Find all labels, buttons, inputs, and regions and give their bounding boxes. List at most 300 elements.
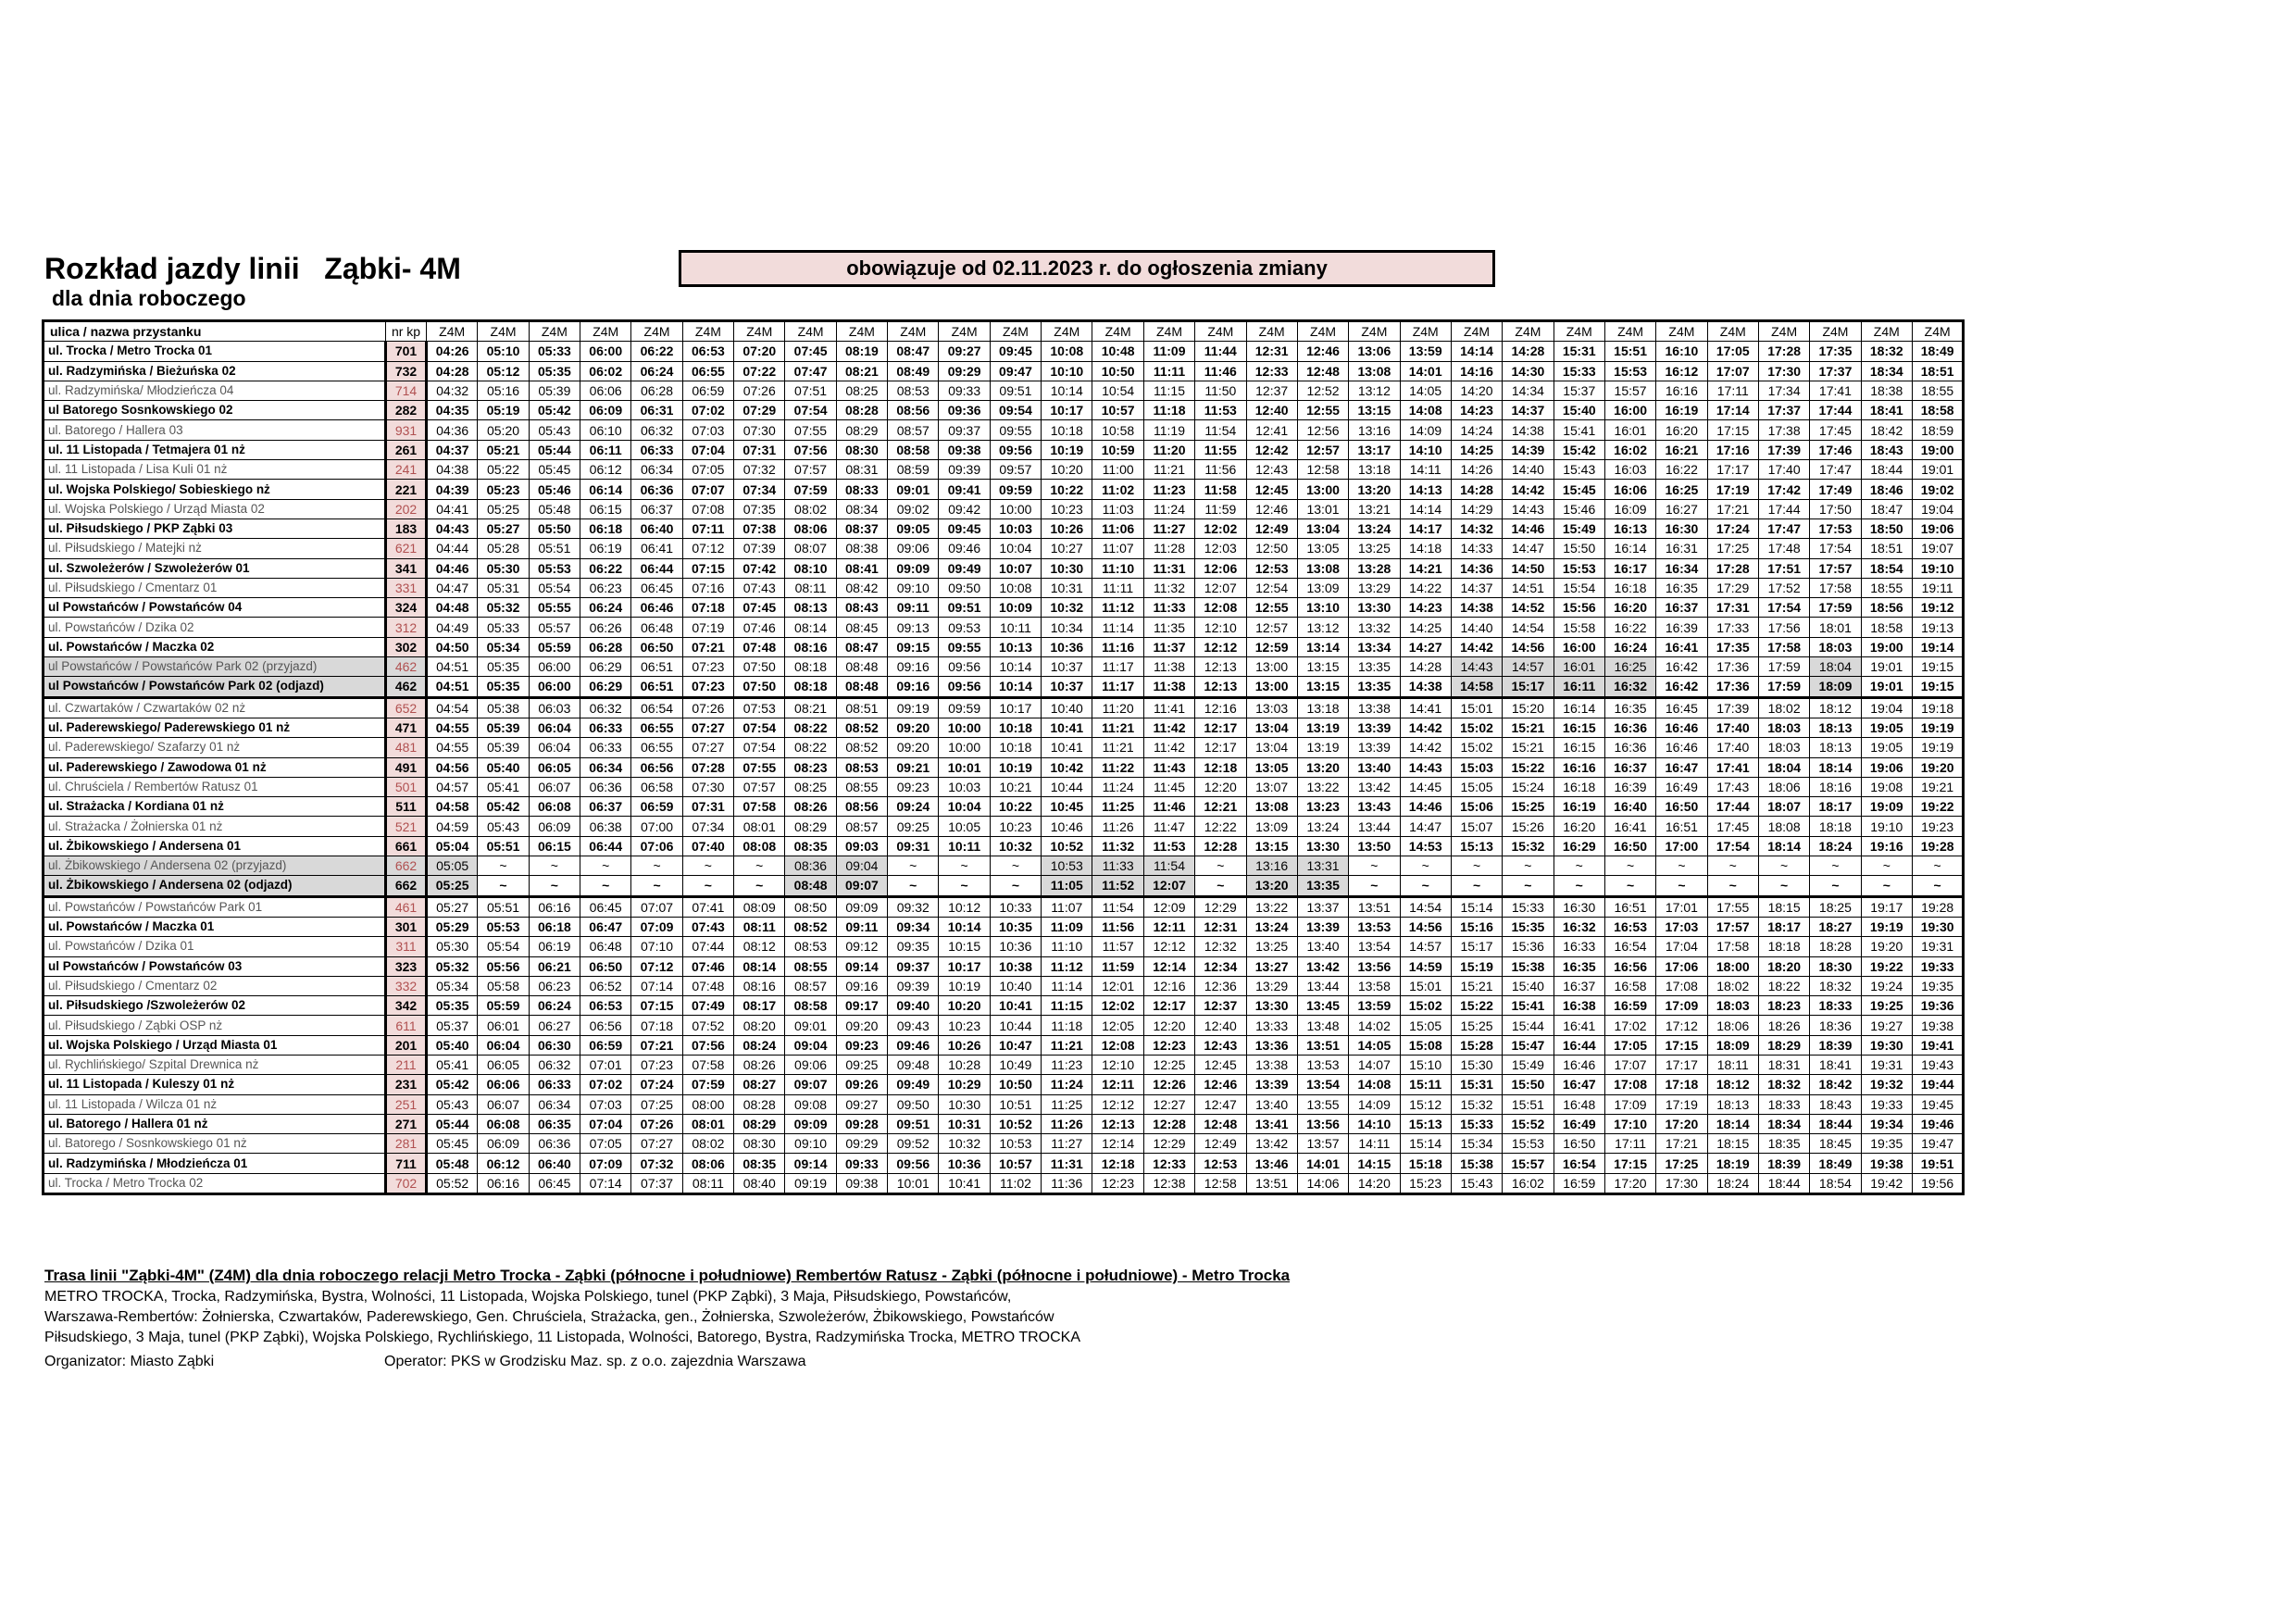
departure-time: 07:46 (682, 956, 733, 976)
departure-time: 04:50 (427, 637, 478, 656)
departure-time: 15:57 (1604, 381, 1655, 400)
departure-time: 19:45 (1912, 1094, 1963, 1114)
departure-time: 11:24 (1042, 1075, 1092, 1094)
departure-time: 15:30 (1451, 1055, 1502, 1074)
departure-time: 16:25 (1604, 657, 1655, 677)
departure-time: 05:48 (427, 1154, 478, 1173)
departure-time: 13:08 (1246, 797, 1297, 817)
departure-time: 13:16 (1246, 856, 1297, 876)
departure-time: 15:25 (1451, 1016, 1502, 1035)
departure-time: 17:37 (1758, 401, 1809, 420)
departure-time: 08:45 (836, 618, 887, 637)
departure-time: 10:23 (990, 817, 1041, 836)
departure-time: 12:40 (1246, 401, 1297, 420)
departure-time: 05:40 (478, 757, 529, 777)
departure-time: 07:58 (682, 1055, 733, 1074)
departure-time: ~ (1554, 856, 1604, 876)
departure-time: 04:37 (427, 440, 478, 459)
departure-time: 06:30 (529, 1035, 580, 1055)
trip-column-header: Z4M (785, 321, 836, 342)
departure-time: 08:08 (734, 836, 785, 856)
timetable-row (44, 1154, 1964, 1173)
departure-time: ~ (1656, 856, 1707, 876)
departure-time: 08:37 (836, 518, 887, 538)
departure-time: 08:29 (785, 817, 836, 836)
departure-time: 05:43 (529, 420, 580, 440)
departure-time: 12:34 (1195, 956, 1246, 976)
departure-time: 12:33 (1246, 361, 1297, 381)
departure-time: 08:11 (785, 578, 836, 597)
departure-time: 09:59 (990, 480, 1041, 499)
departure-time: 06:23 (529, 976, 580, 995)
stop-name: ul. Paderewskiego / Zawodowa 01 nż (44, 757, 386, 777)
departure-time: 07:16 (682, 578, 733, 597)
departure-time: 06:34 (631, 460, 682, 480)
departure-time: 06:24 (580, 598, 631, 618)
departure-time: 07:05 (580, 1134, 631, 1154)
departure-time: 17:59 (1758, 677, 1809, 697)
departure-time: 17:12 (1656, 1016, 1707, 1035)
departure-time: 06:31 (631, 401, 682, 420)
departure-time: 18:22 (1758, 976, 1809, 995)
stop-number: 521 (386, 817, 427, 836)
departure-time: 07:06 (631, 836, 682, 856)
trip-column-header: Z4M (1297, 321, 1348, 342)
departure-time: 14:22 (1400, 578, 1451, 597)
departure-time: 08:09 (734, 896, 785, 917)
departure-time: 17:30 (1758, 361, 1809, 381)
departure-time: 08:58 (888, 440, 939, 459)
departure-time: 06:04 (529, 738, 580, 757)
timetable-row (44, 917, 1964, 936)
departure-time: 13:18 (1297, 697, 1348, 718)
departure-time: 16:09 (1604, 499, 1655, 518)
departure-time: 12:28 (1195, 836, 1246, 856)
departure-time: 08:25 (836, 381, 887, 400)
departure-time: 12:26 (1143, 1075, 1194, 1094)
departure-time: 10:35 (990, 917, 1041, 936)
departure-time: 13:41 (1246, 1114, 1297, 1133)
departure-time: 11:38 (1143, 677, 1194, 697)
departure-time: 15:46 (1554, 499, 1604, 518)
departure-time: 06:36 (580, 777, 631, 796)
departure-time: 07:43 (734, 578, 785, 597)
departure-time: ~ (1656, 876, 1707, 896)
timetable-row (44, 876, 1964, 896)
departure-time: 15:43 (1451, 1173, 1502, 1193)
departure-time: 06:33 (580, 718, 631, 737)
departure-time: 14:30 (1503, 361, 1554, 381)
stop-number: 621 (386, 539, 427, 558)
departure-time: 12:29 (1143, 1134, 1194, 1154)
departure-time: 14:08 (1400, 401, 1451, 420)
departure-time: 09:48 (888, 1055, 939, 1074)
departure-time: 07:19 (682, 618, 733, 637)
departure-time: 08:26 (785, 797, 836, 817)
departure-time: 06:21 (529, 956, 580, 976)
departure-time: 17:58 (1758, 637, 1809, 656)
departure-time: 14:51 (1503, 578, 1554, 597)
departure-time: 19:38 (1861, 1154, 1912, 1173)
departure-time: 15:54 (1554, 578, 1604, 597)
departure-time: ~ (1400, 876, 1451, 896)
departure-time: 07:46 (734, 618, 785, 637)
departure-time: 06:12 (478, 1154, 529, 1173)
departure-time: 12:55 (1246, 598, 1297, 618)
stop-number: 652 (386, 697, 427, 718)
departure-time: 17:46 (1810, 440, 1861, 459)
trip-column-header: Z4M (1604, 321, 1655, 342)
trip-column-header: Z4M (1349, 321, 1400, 342)
departure-time: 07:27 (682, 718, 733, 737)
timetable-row (44, 480, 1964, 499)
departure-time: 19:12 (1912, 598, 1963, 618)
stop-name: ul. Wojska Polskiego / Urząd Miasta 02 (44, 499, 386, 518)
departure-time: 09:35 (888, 937, 939, 956)
departure-time: 09:42 (939, 499, 990, 518)
departure-time: 15:14 (1451, 896, 1502, 917)
departure-time: 17:57 (1810, 558, 1861, 578)
departure-time: 17:47 (1758, 518, 1809, 538)
departure-time: 09:25 (836, 1055, 887, 1074)
departure-time: 11:38 (1143, 657, 1194, 677)
departure-time: 09:36 (939, 401, 990, 420)
departure-time: 12:18 (1195, 757, 1246, 777)
departure-time: 06:02 (580, 361, 631, 381)
departure-time: 14:36 (1451, 558, 1502, 578)
timetable-row (44, 578, 1964, 597)
departure-time: 11:03 (1092, 499, 1143, 518)
departure-time: 10:58 (1092, 420, 1143, 440)
departure-time: 13:05 (1297, 539, 1348, 558)
departure-time: 17:54 (1758, 598, 1809, 618)
departure-time: 13:08 (1349, 361, 1400, 381)
trip-column-header: Z4M (939, 321, 990, 342)
departure-time: 06:32 (631, 420, 682, 440)
departure-time: 14:23 (1400, 598, 1451, 618)
departure-time: 10:14 (990, 677, 1041, 697)
departure-time: 14:08 (1349, 1075, 1400, 1094)
departure-time: 12:23 (1092, 1173, 1143, 1193)
departure-time: 12:05 (1092, 1016, 1143, 1035)
departure-time: 18:56 (1861, 598, 1912, 618)
departure-time: 18:38 (1861, 381, 1912, 400)
departure-time: 10:12 (939, 896, 990, 917)
departure-time: 19:22 (1912, 797, 1963, 817)
departure-time: 14:17 (1400, 518, 1451, 538)
departure-time: 15:53 (1503, 1134, 1554, 1154)
departure-time: 13:17 (1349, 440, 1400, 459)
departure-time: 15:35 (1503, 917, 1554, 936)
timetable (42, 319, 1965, 1195)
departure-time: 12:56 (1297, 420, 1348, 440)
departure-time: 17:25 (1707, 539, 1758, 558)
departure-time: 10:09 (990, 598, 1041, 618)
departure-time: 08:40 (734, 1173, 785, 1193)
departure-time: 16:41 (1604, 817, 1655, 836)
departure-time: 09:53 (939, 618, 990, 637)
departure-time: 05:41 (478, 777, 529, 796)
departure-time: 07:40 (682, 836, 733, 856)
departure-time: 09:43 (888, 1016, 939, 1035)
departure-time: 05:35 (529, 361, 580, 381)
departure-time: 06:12 (580, 460, 631, 480)
departure-time: 04:44 (427, 539, 478, 558)
departure-time: 13:42 (1246, 1134, 1297, 1154)
departure-time: 13:23 (1297, 797, 1348, 817)
stop-number: 261 (386, 440, 427, 459)
departure-time: 08:58 (785, 996, 836, 1016)
departure-time: 09:23 (836, 1035, 887, 1055)
departure-time: 18:04 (1758, 757, 1809, 777)
stop-number: 241 (386, 460, 427, 480)
departure-time: 17:15 (1656, 1035, 1707, 1055)
departure-time: 14:42 (1451, 637, 1502, 656)
departure-time: 07:07 (631, 896, 682, 917)
departure-time: 16:11 (1554, 677, 1604, 697)
departure-time: 12:48 (1195, 1114, 1246, 1133)
departure-time: 07:32 (734, 460, 785, 480)
departure-time: 13:05 (1246, 757, 1297, 777)
departure-time: 11:59 (1092, 956, 1143, 976)
departure-time: 10:33 (990, 896, 1041, 917)
departure-time: 19:30 (1912, 917, 1963, 936)
departure-time: 16:15 (1554, 718, 1604, 737)
departure-time: 14:05 (1400, 381, 1451, 400)
departure-time: 11:42 (1143, 738, 1194, 757)
departure-time: 07:50 (734, 657, 785, 677)
trip-column-header: Z4M (1656, 321, 1707, 342)
departure-time: 12:54 (1246, 578, 1297, 597)
departure-time: 12:13 (1195, 677, 1246, 697)
departure-time: 15:32 (1503, 836, 1554, 856)
departure-time: 08:38 (836, 539, 887, 558)
departure-time: 05:42 (529, 401, 580, 420)
departure-time: 11:15 (1042, 996, 1092, 1016)
departure-time: 16:47 (1656, 757, 1707, 777)
departure-time: 07:14 (631, 976, 682, 995)
departure-time: 16:01 (1604, 420, 1655, 440)
stop-number: 323 (386, 956, 427, 976)
departure-time: 10:53 (990, 1134, 1041, 1154)
stop-number: 183 (386, 518, 427, 538)
departure-time: ~ (1604, 856, 1655, 876)
departure-time: 05:05 (427, 856, 478, 876)
departure-time: 14:56 (1400, 917, 1451, 936)
departure-time: 16:22 (1604, 618, 1655, 637)
departure-time: 13:12 (1349, 381, 1400, 400)
departure-time: 04:58 (427, 797, 478, 817)
departure-time: 10:57 (990, 1154, 1041, 1173)
departure-time: 11:46 (1143, 797, 1194, 817)
timetable-row (44, 937, 1964, 956)
departure-time: 09:50 (939, 578, 990, 597)
departure-time: 08:49 (888, 361, 939, 381)
departure-time: 10:11 (990, 618, 1041, 637)
departure-time: 16:00 (1604, 401, 1655, 420)
departure-time: 04:39 (427, 480, 478, 499)
departure-time: 08:56 (888, 401, 939, 420)
route-description-line: Warszawa-Rembertów: Żołnierska, Czwartaków, Paderewskiego, Gen. Chruściela, Strażacka, gen., Żołnierska, Szwoleżerów, Żbikowskiego, Powstańców (44, 1309, 1054, 1325)
departure-time: 14:29 (1451, 499, 1502, 518)
departure-time: 05:51 (478, 836, 529, 856)
departure-time: 09:08 (785, 1094, 836, 1114)
departure-time: 10:20 (939, 996, 990, 1016)
departure-time: ~ (478, 876, 529, 896)
departure-time: 17:25 (1656, 1154, 1707, 1173)
departure-time: 08:20 (734, 1016, 785, 1035)
departure-time: 15:44 (1503, 1016, 1554, 1035)
departure-time: 10:41 (1042, 738, 1092, 757)
departure-time: 07:48 (734, 637, 785, 656)
departure-time: 15:23 (1400, 1173, 1451, 1193)
departure-time: 06:51 (631, 677, 682, 697)
departure-time: 13:32 (1349, 618, 1400, 637)
departure-time: 16:02 (1503, 1173, 1554, 1193)
departure-time: 16:34 (1656, 558, 1707, 578)
trip-column-header: Z4M (631, 321, 682, 342)
stop-name: ul. Strażacka / Żołnierska 01 nż (44, 817, 386, 836)
timetable-row (44, 558, 1964, 578)
departure-time: 13:48 (1297, 1016, 1348, 1035)
departure-time: 07:00 (631, 817, 682, 836)
departure-time: 17:18 (1656, 1075, 1707, 1094)
stop-name: ul. Piłsudskiego / PKP Ząbki 03 (44, 518, 386, 538)
departure-time: 08:12 (734, 937, 785, 956)
departure-time: 18:36 (1810, 1016, 1861, 1035)
departure-time: 14:32 (1451, 518, 1502, 538)
departure-time: 04:38 (427, 460, 478, 480)
departure-time: 04:56 (427, 757, 478, 777)
departure-time: 06:05 (529, 757, 580, 777)
departure-time: 10:13 (990, 637, 1041, 656)
departure-time: 14:16 (1451, 361, 1502, 381)
departure-time: 07:35 (734, 499, 785, 518)
departure-time: 10:00 (939, 718, 990, 737)
departure-time: 14:42 (1400, 718, 1451, 737)
departure-time: 12:23 (1143, 1035, 1194, 1055)
departure-time: 18:09 (1707, 1035, 1758, 1055)
departure-time: 19:24 (1861, 976, 1912, 995)
departure-time: 12:25 (1143, 1055, 1194, 1074)
departure-time: 17:55 (1707, 896, 1758, 917)
departure-time: 17:05 (1707, 342, 1758, 361)
departure-time: 15:19 (1451, 956, 1502, 976)
departure-time: 13:27 (1246, 956, 1297, 976)
departure-time: 07:52 (682, 1016, 733, 1035)
departure-time: 13:51 (1246, 1173, 1297, 1193)
departure-time: 07:05 (682, 460, 733, 480)
departure-time: 14:20 (1349, 1173, 1400, 1193)
departure-time: 06:37 (580, 797, 631, 817)
timetable-row (44, 440, 1964, 459)
departure-time: 11:44 (1195, 342, 1246, 361)
departure-time: 10:19 (990, 757, 1041, 777)
departure-time: 16:30 (1554, 896, 1604, 917)
departure-time: ~ (888, 856, 939, 876)
departure-time: 13:01 (1297, 499, 1348, 518)
timetable-row (44, 381, 1964, 400)
departure-time: 14:57 (1503, 657, 1554, 677)
departure-time: 08:30 (836, 440, 887, 459)
departure-time: 14:50 (1503, 558, 1554, 578)
departure-time: 18:06 (1758, 777, 1809, 796)
departure-time: 05:41 (427, 1055, 478, 1074)
departure-time: 09:14 (785, 1154, 836, 1173)
departure-time: 17:06 (1656, 956, 1707, 976)
departure-time: 10:41 (1042, 718, 1092, 737)
departure-time: 12:21 (1195, 797, 1246, 817)
departure-time: 14:06 (1297, 1173, 1348, 1193)
departure-time: 09:13 (888, 618, 939, 637)
departure-time: 08:17 (734, 996, 785, 1016)
departure-time: 10:21 (990, 777, 1041, 796)
departure-time: 17:59 (1758, 657, 1809, 677)
departure-time: 05:43 (478, 817, 529, 836)
departure-time: 08:07 (785, 539, 836, 558)
departure-time: 06:06 (478, 1075, 529, 1094)
departure-time: 11:09 (1143, 342, 1194, 361)
timetable-row (44, 1114, 1964, 1133)
departure-time: 12:27 (1143, 1094, 1194, 1114)
departure-time: 13:39 (1349, 738, 1400, 757)
departure-time: 13:35 (1349, 677, 1400, 697)
departure-time: 11:56 (1092, 917, 1143, 936)
departure-time: 17:30 (1656, 1173, 1707, 1193)
departure-time: 08:14 (734, 956, 785, 976)
departure-time: 16:32 (1554, 917, 1604, 936)
departure-time: 09:54 (990, 401, 1041, 420)
stop-name: ul. Powstańców / Powstańców Park 01 (44, 896, 386, 917)
departure-time: 12:01 (1092, 976, 1143, 995)
departure-time: 07:15 (631, 996, 682, 1016)
departure-time: 07:18 (631, 1016, 682, 1035)
departure-time: 09:16 (888, 657, 939, 677)
departure-time: 11:27 (1042, 1134, 1092, 1154)
departure-time: 19:06 (1912, 518, 1963, 538)
stop-number: 662 (386, 876, 427, 896)
departure-time: 08:56 (836, 797, 887, 817)
departure-time: 10:15 (939, 937, 990, 956)
stop-number: 211 (386, 1055, 427, 1074)
trip-column-header: Z4M (734, 321, 785, 342)
departure-time: ~ (1604, 876, 1655, 896)
departure-time: 09:20 (888, 738, 939, 757)
departure-time: 08:28 (734, 1094, 785, 1114)
departure-time: 05:33 (529, 342, 580, 361)
departure-time: 09:10 (785, 1134, 836, 1154)
departure-time: 17:44 (1707, 797, 1758, 817)
departure-time: 07:54 (734, 718, 785, 737)
stop-name: ul. Piłsudskiego / Cmentarz 01 (44, 578, 386, 597)
departure-time: 05:54 (529, 578, 580, 597)
departure-time: 11:43 (1143, 757, 1194, 777)
trip-column-header: Z4M (1143, 321, 1194, 342)
departure-time: 15:38 (1503, 956, 1554, 976)
departure-time: 05:59 (478, 996, 529, 1016)
departure-time: 14:38 (1451, 598, 1502, 618)
departure-time: 13:03 (1246, 697, 1297, 718)
departure-time: 16:37 (1656, 598, 1707, 618)
timetable-row (44, 460, 1964, 480)
departure-time: 16:35 (1656, 578, 1707, 597)
departure-time: 19:01 (1912, 460, 1963, 480)
trip-column-header: Z4M (990, 321, 1041, 342)
departure-time: 05:54 (478, 937, 529, 956)
departure-time: 05:20 (478, 420, 529, 440)
departure-time: 10:28 (939, 1055, 990, 1074)
departure-time: 18:58 (1912, 401, 1963, 420)
